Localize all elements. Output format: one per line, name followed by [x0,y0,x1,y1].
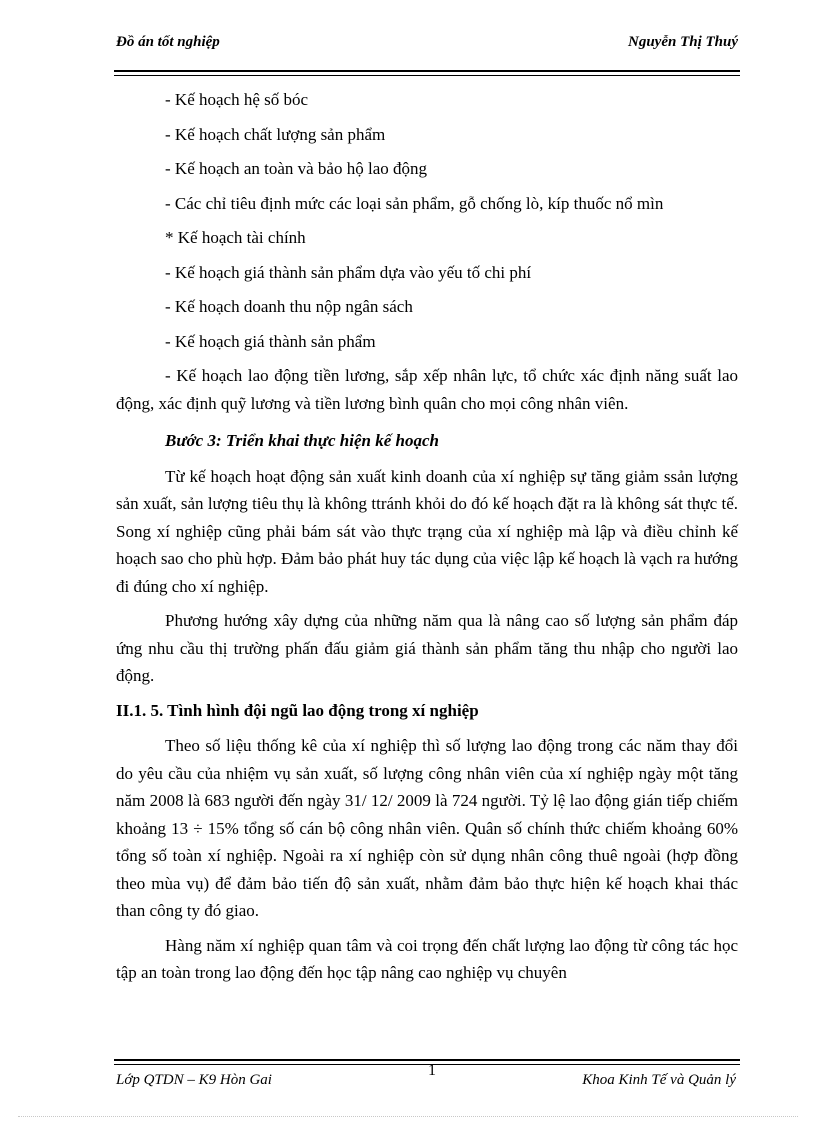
list-item: - Kế hoạch chất lượng sản phẩm [165,124,386,144]
header-rule [114,70,740,72]
list-item: - Kế hoạch an toàn và bảo hộ lao động [165,159,427,178]
header-right: Nguyễn Thị Thuý [627,34,738,50]
list-item: * Kế hoạch tài chính [165,228,306,247]
page-number: 1 [428,1062,436,1079]
document-body [116,86,738,994]
section-heading: II.1. 5. Tình hình đội ngũ lao động trong xí nghiệp [116,700,479,720]
header-left: Đồ án tốt nghiệp [116,34,220,50]
paragraph-labour: - Kế hoạch lao động tiền lương, sắp xếp nhân lực, tổ chức xác định năng suất lao động, xác định quỹ lương và tiền lương bình quân cho mọi công nhân viên. [116,366,738,413]
list-item: - Kế hoạch giá thành sản phẩm dựa vào yếu tố chi phí [165,262,532,282]
paragraph-step3-1: Từ kế hoạch hoạt động sản xuất kinh doanh của xí nghiệp sự tăng giảm ssản lượng sản xuất, sản lượng tiêu thụ là không ttránh khỏi do đó kế hoạch đặt ra là không sát thực tế. Song xí nghiệp cũng phải bám sát vào thực trạng của xí nghiệp mà lập và điều chỉnh kế hoạch sao cho phù hợp. Đảm bảo phát huy tác dụng của việc lập kế hoạch là vạch ra hướng đi đúng cho xí nghiệp. [116,466,738,596]
step3-heading: Bước 3: Triển khai thực hiện kế hoạch [165,431,439,450]
paragraph-section-1: Theo số liệu thống kê của xí nghiệp thì số lượng lao động trong các năm thay đổi do yêu cầu của nhiệm vụ sản xuất, số lượng công nhân viên của xí nghiệp ngày một tăng năm 2008 là 683 người đến ngày 31/ 12/ 2009 là 724 người. Tỷ lệ lao động gián tiếp chiếm khoảng 13 ÷ 15% tổng số cán bộ công nhân viên. Quân số chính thức chiếm khoảng 60% tổng số toàn xí nghiệp. Ngoài ra xí nghiệp còn sử dụng nhân công thuê ngoài (hợp đồng theo mùa vụ) để đảm bảo tiến độ sản xuất, nhằm đảm bảo thực hiện kế hoạch khai thác than công ty đó giao. [116,736,738,920]
list-item: - Kế hoạch hệ số bóc [165,90,309,109]
page-edge-divider [18,1116,798,1117]
list-item: - Kế hoạch giá thành sản phẩm [165,331,376,351]
footer-rule [114,1059,740,1061]
paragraph-section-2: Hàng năm xí nghiệp quan tâm và coi trọng đến chất lượng lao động từ công tác học tập an toàn trong lao động đến học tập nâng cao nghiệp vụ chuyên [116,935,738,982]
list-item: - Các chỉ tiêu định mức các loại sản phẩm, gỗ chống lò, kíp thuốc nổ mìn [165,193,664,213]
footer-left: Lớp QTDN – K9 Hòn Gai [116,1072,272,1088]
footer-right: Khoa Kinh Tế và Quản lý [582,1072,736,1088]
list-item: - Kế hoạch doanh thu nộp ngân sách [165,297,413,316]
footer-rule-thin [114,1064,740,1065]
header-rule-thin [114,75,740,76]
paragraph-step3-2: Phương hướng xây dựng của những năm qua là nâng cao số lượng sản phẩm đáp ứng nhu cầu thị trường phấn đấu giảm giá thành sản phẩm tăng thu nhập cho người lao động. [116,611,738,685]
